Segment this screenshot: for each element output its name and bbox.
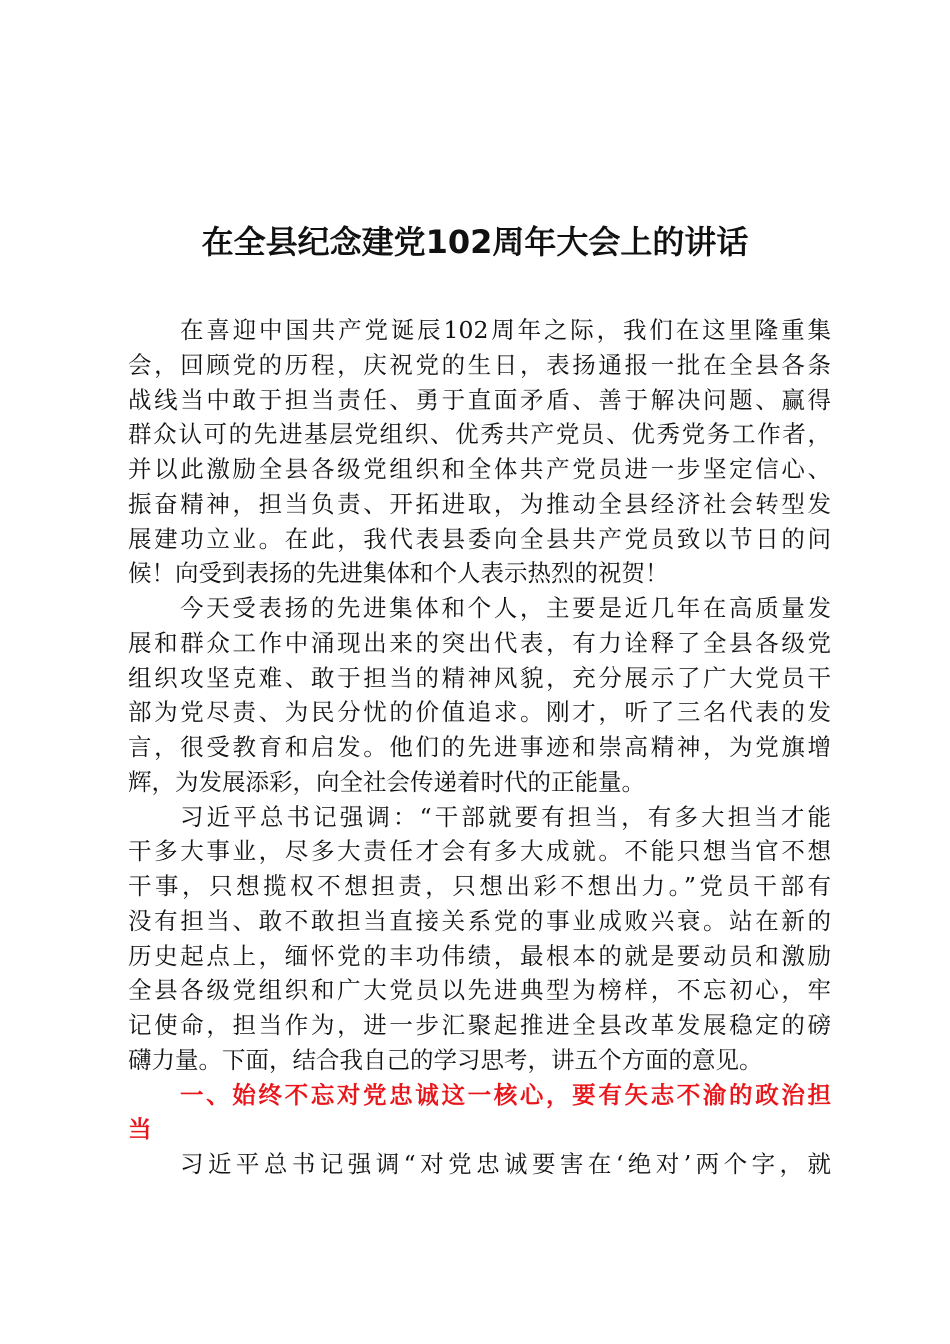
text-line: 展和群众工作中涌现出来的突出代表，有力诠释了全县各级党	[128, 628, 831, 657]
paragraph	[128, 591, 831, 800]
text-line: 干事，只想揽权不想担责，只想出彩不想出力。”党员干部有	[128, 872, 831, 900]
text-line: 组织攻坚克难、敢于担当的精神风貌，充分展示了广大党员干	[128, 663, 831, 692]
paragraph	[128, 800, 831, 1078]
text-line: 历史起点上，缅怀党的丰功伟绩，最根本的就是要动员和激励	[128, 941, 831, 970]
text-line: 部为党尽责、为民分忧的价值追求。刚才，听了三名代表的发	[128, 698, 831, 727]
text-line: 习近平总书记强调“对党忠诚要害在‘绝对’两个字，就	[180, 1150, 831, 1178]
text-line: 展建功立业。在此，我代表县委向全县共产党员致以节日的问	[128, 524, 831, 553]
text-line: 候！向受到表扬的先进集体和个人表示热烈的祝贺！	[128, 559, 669, 588]
document-body	[128, 313, 831, 1182]
text-line: 干多大事业，尽多大责任才会有多大成就。不能只想当官不想	[128, 837, 831, 866]
text-line: 没有担当、敢不敢担当直接关系党的事业成败兴衰。站在新的	[128, 906, 831, 935]
text-line: 群众认可的先进基层党组织、优秀共产党员、优秀党务工作者，	[128, 420, 831, 449]
text-line: 礴力量。下面，结合我自己的学习思考，讲五个方面的意见。	[128, 1045, 763, 1074]
text-line: 习近平总书记强调：“干部就要有担当，有多大担当才能	[180, 802, 831, 831]
text-line: 言，很受教育和启发。他们的先进事迹和崇高精神，为党旗增	[128, 733, 831, 761]
document-title: 在全县纪念建党102周年大会上的讲话	[201, 223, 749, 261]
paragraph	[128, 313, 831, 591]
text-line: 振奋精神，担当负责、开拓进取，为推动全县经济社会转型发	[128, 489, 831, 518]
text-line: 辉，为发展添彩，向全社会传递着时代的正能量。	[128, 767, 645, 796]
text-line: 当	[128, 1115, 152, 1144]
text-line: 战线当中敢于担当责任、勇于直面矛盾、善于解决问题、赢得	[128, 385, 831, 414]
text-line: 全县各级党组织和广大党员以先进典型为榜样，不忘初心，牢	[128, 976, 831, 1005]
paragraph	[128, 1147, 831, 1182]
text-line: 在喜迎中国共产党诞辰102周年之际，我们在这里隆重集	[180, 316, 831, 344]
text-line: 记使命，担当作为，进一步汇聚起推进全县改革发展稳定的磅	[128, 1011, 831, 1039]
section-heading	[128, 1078, 831, 1148]
text-line: 一、始终不忘对党忠诚这一核心，要有矢志不渝的政治担	[180, 1080, 831, 1109]
text-line: 并以此激励全县各级党组织和全体共产党员进一步坚定信心、	[128, 455, 831, 483]
text-line: 今天受表扬的先进集体和个人，主要是近几年在高质量发	[180, 594, 831, 622]
text-line: 会，回顾党的历程，庆祝党的生日，表扬通报一批在全县各条	[128, 350, 831, 379]
